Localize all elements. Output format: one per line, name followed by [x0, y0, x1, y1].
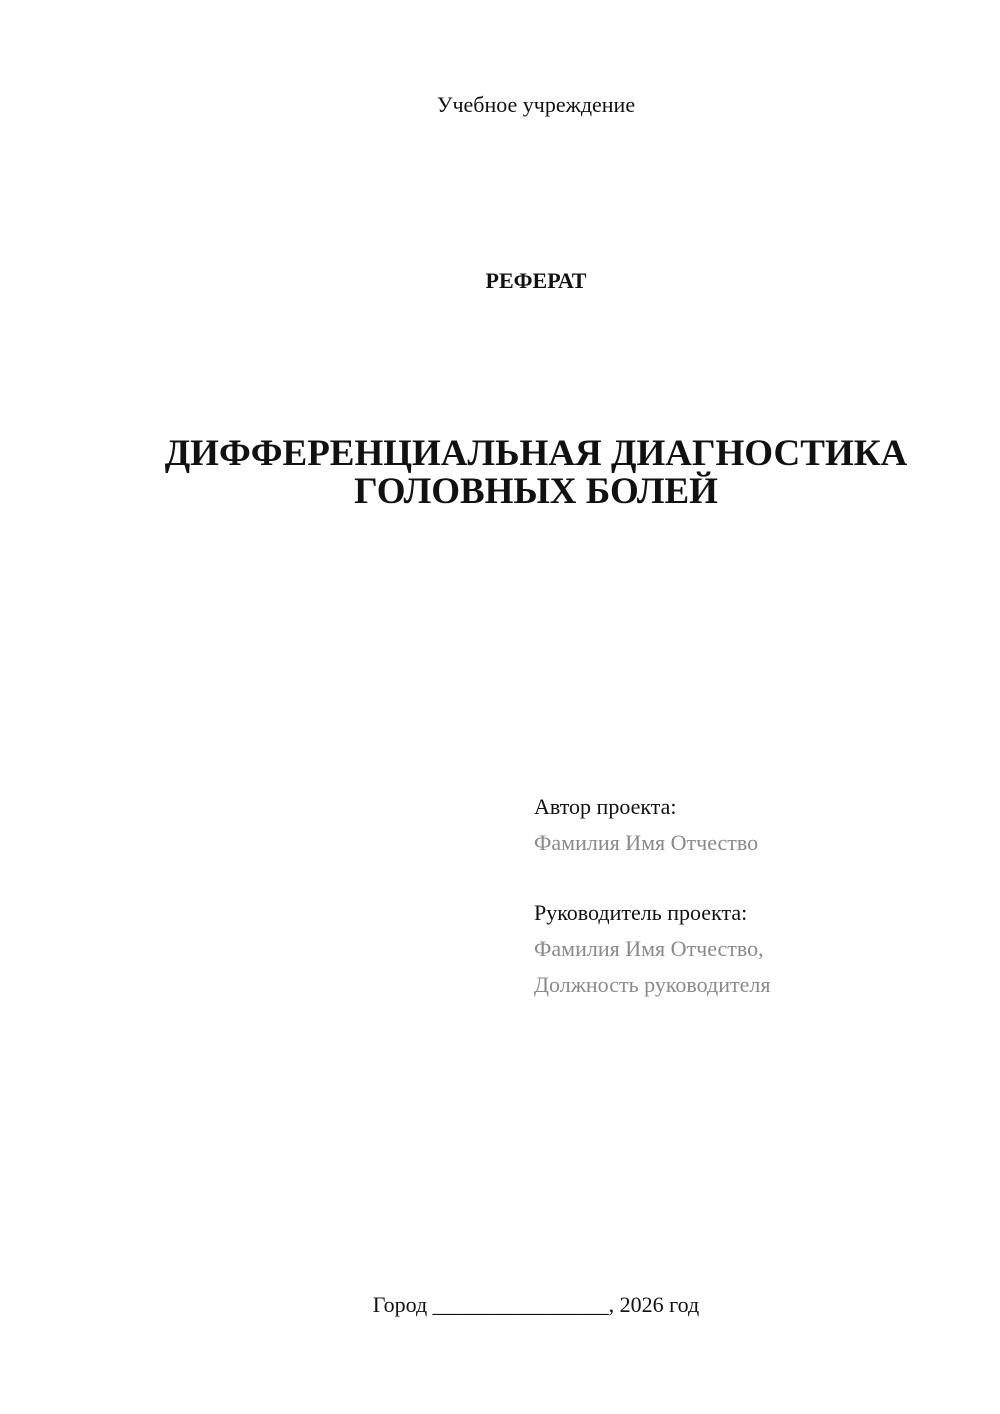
supervisor-position: Должность руководителя — [534, 972, 771, 997]
author-name: Фамилия Имя Отчество — [534, 830, 759, 855]
institution-name: Учебное учреждение — [436, 92, 636, 117]
city-year-line: Город ________________, 2026 год — [372, 1292, 700, 1317]
supervisor-name: Фамилия Имя Отчество, — [534, 936, 764, 961]
supervisor-label: Руководитель проекта: — [534, 900, 748, 925]
author-label: Автор проекта: — [534, 794, 677, 819]
topic-title-line-2: ГОЛОВНЫХ БОЛЕЙ — [354, 471, 718, 512]
document-type: РЕФЕРАТ — [485, 268, 587, 293]
credits-block — [534, 789, 770, 1003]
credits-spacer — [534, 861, 770, 895]
topic-title — [0, 435, 1000, 511]
topic-title-line-1: ДИФФЕРЕНЦИАЛЬНАЯ ДИАГНОСТИКА — [164, 433, 908, 474]
